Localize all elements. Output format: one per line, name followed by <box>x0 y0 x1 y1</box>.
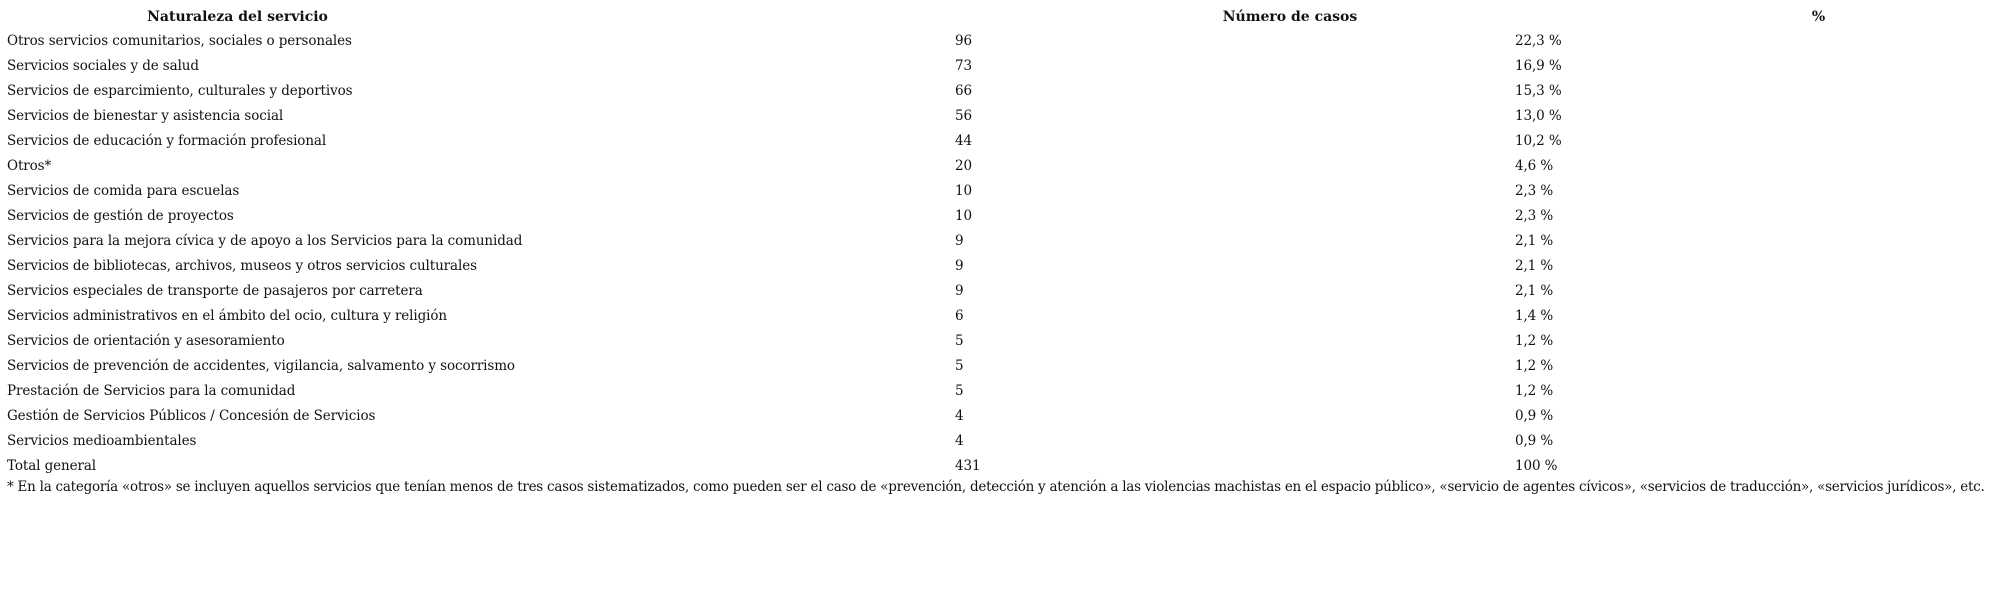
service-name-cell: Servicios especiales de transporte de pasajeros por carretera <box>7 282 423 299</box>
footnote: * En la categoría «otros» se incluyen aquellos servicios que tenían menos de tres casos sistematizados, como pueden ser el caso de «prevención, detección y atención a las violencias machistas en el espacio público», «servicio de agentes cívicos», «servicios de traducción», «servicios jurídicos», etc. <box>7 479 1985 495</box>
service-name-cell: Gestión de Servicios Públicos / Concesión de Servicios <box>7 407 376 424</box>
table-row <box>0 203 1992 228</box>
table-row <box>0 403 1992 428</box>
percent-cell: 15,3 % <box>1515 82 1562 99</box>
percent-cell: 0,9 % <box>1515 407 1554 424</box>
table-row <box>0 78 1992 103</box>
case-count-cell: 4 <box>955 407 964 424</box>
case-count-cell: 73 <box>955 57 972 74</box>
case-count-cell: 10 <box>955 207 972 224</box>
service-name-cell: Servicios medioambientales <box>7 432 197 449</box>
table-row <box>0 128 1992 153</box>
case-count-cell: 5 <box>955 357 964 374</box>
percent-cell: 2,1 % <box>1515 257 1554 274</box>
service-name-cell: Servicios de comida para escuelas <box>7 182 240 199</box>
case-count-cell: 20 <box>955 157 972 174</box>
percent-cell: 100 % <box>1515 457 1558 474</box>
column-header-percent: % <box>1811 9 1826 25</box>
table-row <box>0 278 1992 303</box>
service-name-cell: Otros* <box>7 157 52 174</box>
table-row <box>0 178 1992 203</box>
case-count-cell: 66 <box>955 82 972 99</box>
column-header-service-nature: Naturaleza del servicio <box>147 9 328 25</box>
services-table <box>0 6 1992 478</box>
table-row <box>0 328 1992 353</box>
case-count-cell: 4 <box>955 432 964 449</box>
percent-cell: 22,3 % <box>1515 32 1562 49</box>
percent-cell: 1,2 % <box>1515 332 1554 349</box>
service-name-cell: Servicios sociales y de salud <box>7 57 199 74</box>
percent-cell: 1,2 % <box>1515 382 1554 399</box>
service-name-cell: Servicios de bibliotecas, archivos, museos y otros servicios culturales <box>7 257 477 274</box>
percent-cell: 1,2 % <box>1515 357 1554 374</box>
table-row <box>0 428 1992 453</box>
service-name-cell: Otros servicios comunitarios, sociales o personales <box>7 32 352 49</box>
percent-cell: 0,9 % <box>1515 432 1554 449</box>
case-count-cell: 56 <box>955 107 972 124</box>
percent-cell: 2,3 % <box>1515 182 1554 199</box>
table-row <box>0 28 1992 53</box>
case-count-cell: 9 <box>955 282 964 299</box>
case-count-cell: 9 <box>955 257 964 274</box>
service-name-cell: Servicios de esparcimiento, culturales y deportivos <box>7 82 353 99</box>
table-row <box>0 53 1992 78</box>
document <box>0 6 1992 495</box>
table-row <box>0 103 1992 128</box>
case-count-cell: 9 <box>955 232 964 249</box>
percent-cell: 13,0 % <box>1515 107 1562 124</box>
service-name-cell: Prestación de Servicios para la comunidad <box>7 382 296 399</box>
percent-cell: 1,4 % <box>1515 307 1554 324</box>
case-count-cell: 5 <box>955 332 964 349</box>
case-count-cell: 10 <box>955 182 972 199</box>
table-body <box>0 28 1992 478</box>
table-row <box>0 303 1992 328</box>
table-row <box>0 378 1992 403</box>
table-row <box>0 153 1992 178</box>
percent-cell: 2,1 % <box>1515 232 1554 249</box>
percent-cell: 16,9 % <box>1515 57 1562 74</box>
service-name-cell: Servicios de bienestar y asistencia social <box>7 107 284 124</box>
service-name-cell: Servicios de educación y formación profesional <box>7 132 327 149</box>
service-name-cell: Servicios de gestión de proyectos <box>7 207 234 224</box>
total-row <box>0 453 1992 478</box>
service-name-cell: Servicios administrativos en el ámbito del ocio, cultura y religión <box>7 307 448 324</box>
table-row <box>0 353 1992 378</box>
percent-cell: 2,3 % <box>1515 207 1554 224</box>
case-count-cell: 96 <box>955 32 972 49</box>
service-name-cell: Total general <box>7 457 97 474</box>
case-count-cell: 5 <box>955 382 964 399</box>
table-row <box>0 228 1992 253</box>
percent-cell: 4,6 % <box>1515 157 1554 174</box>
case-count-cell: 6 <box>955 307 964 324</box>
service-name-cell: Servicios de orientación y asesoramiento <box>7 332 285 349</box>
service-name-cell: Servicios de prevención de accidentes, vigilancia, salvamento y socorrismo <box>7 357 515 374</box>
service-name-cell: Servicios para la mejora cívica y de apoyo a los Servicios para la comunidad <box>7 232 523 249</box>
percent-cell: 2,1 % <box>1515 282 1554 299</box>
column-header-case-count: Número de casos <box>1222 9 1358 25</box>
case-count-cell: 44 <box>955 132 972 149</box>
case-count-cell: 431 <box>955 457 981 474</box>
table-row <box>0 253 1992 278</box>
table-header-row <box>0 6 1992 28</box>
percent-cell: 10,2 % <box>1515 132 1562 149</box>
